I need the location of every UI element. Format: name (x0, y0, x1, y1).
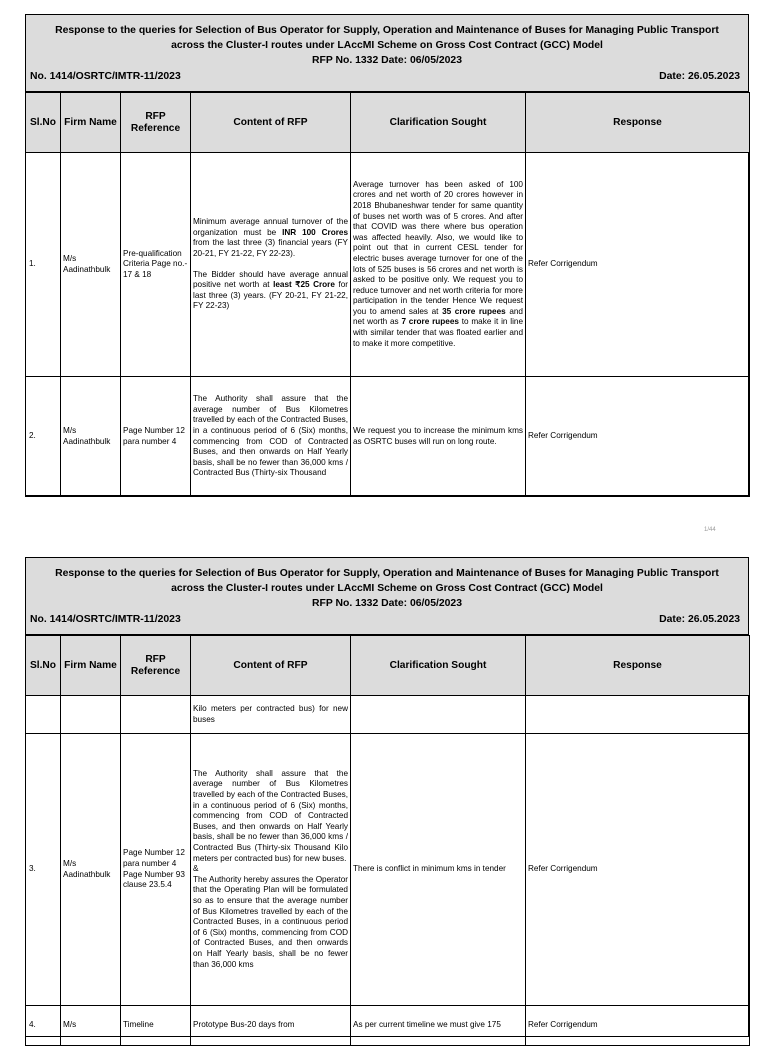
row-slno: 1. (26, 153, 61, 377)
row-firm-name: M/s Aadinathbulk (61, 734, 121, 1006)
page-2 (25, 557, 749, 1037)
col-slno: Sl.No (26, 636, 61, 696)
col-rfp-reference: RFP Reference (121, 636, 191, 696)
col-firm-name: Firm Name (61, 636, 121, 696)
table-row (26, 696, 750, 734)
row-content-of-rfp: Kilo meters per contracted bus) for new buses (191, 696, 351, 734)
page-number: 1/44 (704, 527, 716, 533)
row-rfp-reference: Page Number 12 para number 4 (121, 377, 191, 497)
table-header-row (26, 636, 750, 696)
reference-number: No. 1414/OSRTC/IMTR-11/2023 (30, 614, 181, 625)
row-firm-name: M/s (61, 1006, 121, 1046)
queries-table (25, 92, 750, 497)
table-row (26, 377, 750, 497)
document-title: Response to the queries for Selection of Bus Operator for Supply, Operation and Maintenance of Buses for Managing Public Transport across the Cluster-I routes under LAccMI Scheme on Gross Cost Contract (GCC) Model RFP No. 1332 Date: 06/05/2023 (55, 568, 719, 609)
table-row (26, 734, 750, 1006)
table-row (26, 153, 750, 377)
col-slno: Sl.No (26, 93, 61, 153)
row-response: Refer Corrigendum (526, 377, 750, 497)
row-response: Refer Corrigendum (526, 1006, 750, 1046)
col-response: Response (526, 636, 750, 696)
row-response: Refer Corrigendum (526, 153, 750, 377)
row-clarification-sought: We request you to increase the minimum kms as OSRTC buses will run on long route. (351, 377, 526, 497)
reference-line (30, 71, 740, 82)
row-slno: 3. (26, 734, 61, 1006)
row-firm-name: M/s Aadinathbulk (61, 377, 121, 497)
row-clarification-sought: There is conflict in minimum kms in tender (351, 734, 526, 1006)
col-firm-name: Firm Name (61, 93, 121, 153)
page-1 (25, 14, 749, 496)
reference-number: No. 1414/OSRTC/IMTR-11/2023 (30, 71, 181, 82)
document-header (26, 15, 748, 92)
document-date: Date: 26.05.2023 (659, 614, 740, 625)
row-content-of-rfp: The Authority shall assure that the average number of Bus Kilometres travelled by each of the Contracted Buses, in a continuous period of 6 (Six) months, commencing from COD of Contracted Buses, and then onwards on Half Yearly basis, shall be no fewer than 36,000 kms / Contracted Bus (Thirty-six Thousand Kilo meters per contracted bus) for new buses. & The Authority hereby assures the Operator that the Operating Plan will be formulated so as to ensure that the average number of Bus Kilometres travelled by each of the Contracted Buses, in a continuous period of 6 (Six) months, commencing from COD of Contracted Buses, and then onwards on Half Yearly basis, shall be no fewer than 36,000 kms (191, 734, 351, 1006)
row-slno: 4. (26, 1006, 61, 1046)
document-header (26, 558, 748, 635)
col-rfp-reference: RFP Reference (121, 93, 191, 153)
col-response: Response (526, 93, 750, 153)
table-header-row (26, 93, 750, 153)
row-content-of-rfp: Prototype Bus-20 days from (191, 1006, 351, 1046)
queries-table-continued (25, 635, 750, 1046)
row-firm-name: M/s Aadinathbulk (61, 153, 121, 377)
col-clarification-sought: Clarification Sought (351, 636, 526, 696)
row-content-of-rfp: The Authority shall assure that the average number of Bus Kilometres travelled by each of the Contracted Buses, in a continuous period of 6 (Six) months, commencing from COD of Contracted Buses, and then onwards on Half Yearly basis, shall be no fewer than 36,000 kms / Contracted Bus (Thirty-six Thousand (191, 377, 351, 497)
col-clarification-sought: Clarification Sought (351, 93, 526, 153)
row-clarification-sought: As per current timeline we must give 175 (351, 1006, 526, 1046)
table-row (26, 1006, 750, 1046)
row-content-of-rfp: Minimum average annual turnover of the organization must be INR 100 Crores from the last three (3) financial years (FY 20-21, FY 21-22, FY 22-23). The Bidder should have average annual positive net worth at least ₹25 Crore for last three (3) years. (FY 20-21, FY 21-22, FY 22-23) (191, 153, 351, 377)
row-rfp-reference: Timeline (121, 1006, 191, 1046)
row-response: Refer Corrigendum (526, 734, 750, 1006)
document-title: Response to the queries for Selection of Bus Operator for Supply, Operation and Maintenance of Buses for Managing Public Transport across the Cluster-I routes under LAccMI Scheme on Gross Cost Contract (GCC) Model RFP No. 1332 Date: 06/05/2023 (55, 25, 719, 66)
row-slno: 2. (26, 377, 61, 497)
col-content-of-rfp: Content of RFP (191, 93, 351, 153)
document-date: Date: 26.05.2023 (659, 71, 740, 82)
row-rfp-reference: Page Number 12 para number 4 Page Number 93 clause 23.5.4 (121, 734, 191, 1006)
reference-line (30, 614, 740, 625)
row-clarification-sought: Average turnover has been asked of 100 crores and net worth of 20 crores however in 2018 Bhubaneshwar tender for same quantity of buses net worth was of 5 crores. And after that COVID was there where bus operation was affected heavily. Also, we would like to point out that in current CESL tender for electric buses average turnover for one of the lots of 525 buses is 56 crores and net worth is asked to be positive only. We request you to reduce turnover and net worth criteria for more participation in the tender Hence We request you to amend sales at 35 crore rupees and net worth as 7 crore rupees to make it in line with similar tender that was floated earlier and to make it more competitive. (351, 153, 526, 377)
row-rfp-reference: Pre-qualification Criteria Page no.- 17 & 18 (121, 153, 191, 377)
col-content-of-rfp: Content of RFP (191, 636, 351, 696)
